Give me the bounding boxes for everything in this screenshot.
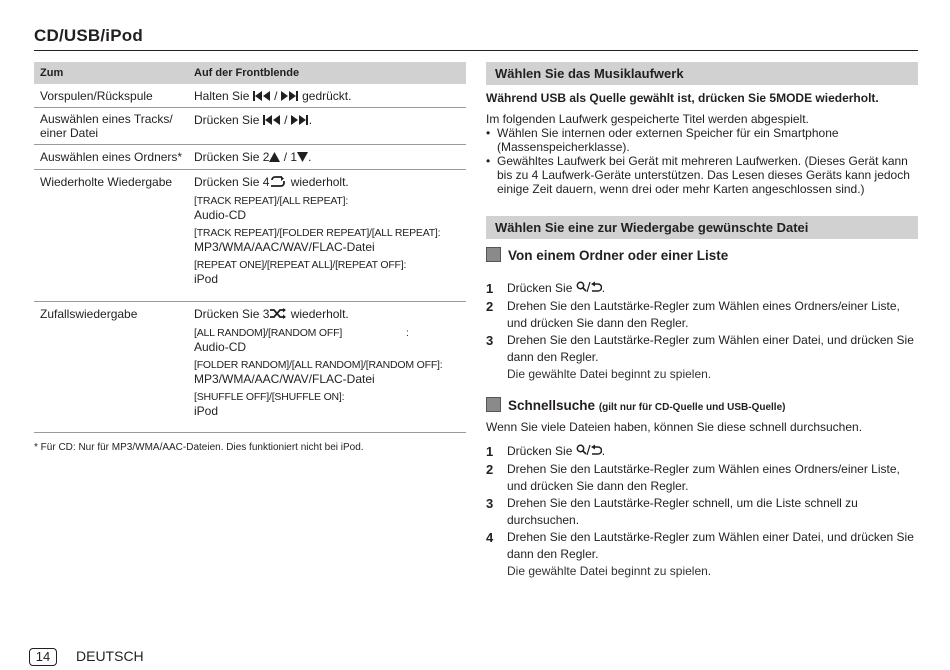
step-item: 2 Drehen Sie den Lautstärke-Regler zum Wählen eines Ordners/einer Liste, und drücken Sie dann den Regler.: [486, 462, 900, 493]
repeat-icon: [269, 176, 287, 190]
col-header-frontblende: Auf der Frontblende: [194, 67, 300, 79]
footnote: * Für CD: Nur für MP3/WMA/AAC-Dateien. Dies funktioniert nicht bei iPod.: [34, 442, 364, 453]
section-header-laufwerk: Wählen Sie das Musiklaufwerk: [486, 62, 918, 85]
square-icon: [486, 397, 501, 412]
option-value: iPod: [194, 404, 219, 418]
intro-schnellsuche: Wenn Sie viele Dateien haben, können Sie diese schnell durchsuchen.: [486, 420, 863, 434]
title-divider: [34, 50, 918, 51]
language-label: DEUTSCH: [76, 648, 144, 664]
skip-back-icon: [253, 90, 271, 104]
row-action: Drücken Sie / .: [194, 113, 313, 127]
skip-forward-icon: [291, 114, 309, 128]
option-value: iPod: [194, 272, 219, 286]
option-group: [194, 226, 464, 254]
step-item: 4 Drehen Sie den Lautstärke-Regler zum Wählen einer Datei, und drücken Sie dann den Regler.: [486, 530, 914, 561]
row-function: Auswählen eines Tracks/ einer Datei: [40, 112, 173, 140]
table-row: [34, 145, 466, 170]
option-label: [TRACK REPEAT]/[FOLDER REPEAT]/[ALL REPEAT]:: [194, 227, 441, 239]
step-item: 3 Drehen Sie den Lautstärke-Regler zum Wählen einer Datei, und drücken Sie dann den Regler.: [486, 333, 914, 364]
row-function: Vorspulen/Rückspule: [40, 89, 153, 103]
step-note: Die gewählte Datei beginnt zu spielen.: [507, 367, 712, 381]
row-function: Wiederholte Wiedergabe: [40, 175, 173, 189]
up-arrow-icon: [269, 151, 280, 165]
option-label: [ALL RANDOM]/[RANDOM OFF] :: [194, 327, 409, 339]
option-label: [FOLDER RANDOM]/[ALL RANDOM]/[RANDOM OFF]:: [194, 359, 443, 371]
step-item: 1 Drücken Sie .: [486, 281, 606, 296]
table-row: [34, 302, 466, 433]
col-header-zum: Zum: [40, 67, 64, 79]
option-label: [REPEAT ONE]/[REPEAT ALL]/[REPEAT OFF]:: [194, 259, 407, 271]
option-group: [194, 194, 464, 222]
option-group: [194, 358, 464, 386]
down-arrow-icon: [297, 151, 308, 165]
page-title: CD/USB/iPod: [34, 26, 143, 45]
subheading-schnellsuche: Schnellsuche (gilt nur für CD-Quelle und USB-Quelle): [486, 397, 785, 413]
square-icon: [486, 247, 501, 262]
step-note: Die gewählte Datei beginnt zu spielen.: [507, 564, 712, 578]
option-label: [SHUFFLE OFF]/[SHUFFLE ON]:: [194, 391, 345, 403]
option-value: Audio-CD: [194, 208, 247, 222]
intro-text: Im folgenden Laufwerk gespeicherte Titel werden abgespielt.: [486, 112, 809, 126]
table-row: [34, 170, 466, 302]
step-item: 2 Drehen Sie den Lautstärke-Regler zum Wählen eines Ordners/einer Liste, und drücken Sie dann den Regler.: [486, 299, 900, 330]
section-header-datei: Wählen Sie eine zur Wiedergabe gewünschte Datei: [486, 216, 918, 239]
page-number: 14: [29, 648, 57, 666]
row-action: Drücken Sie 3 wiederholt. [ALL RANDOM]/[RANDOM OFF] : Audio-CD [FOLDER RANDOM]/[ALL RANDOM]/[RANDOM OFF]: MP3/WMA/AAC/WAV/FLAC-Datei [SHUFFLE OFF]/[SHUFFLE ON]: iPod: [194, 307, 464, 418]
row-action: Halten Sie / gedrückt.: [194, 89, 352, 103]
row-function: Auswählen eines Ordners*: [40, 150, 183, 164]
option-group: [194, 390, 464, 418]
shuffle-icon: [269, 308, 287, 322]
table-row: [34, 84, 466, 108]
search-back-icon: [576, 281, 602, 298]
row-action: Drücken Sie 4 wiederholt. [TRACK REPEAT]/[ALL REPEAT]: Audio-CD [TRACK REPEAT]/[FOLDER REPEAT]/[ALL REPEAT]: MP3/WMA/AAC/WAV/FLAC-Datei [REPEAT ONE]/[REPEAT ALL]/[REPEAT OFF]: iPod: [194, 175, 464, 286]
option-group: [194, 258, 464, 286]
table-header: [34, 62, 466, 84]
function-table: [34, 62, 466, 433]
skip-back-icon: [263, 114, 281, 128]
option-label: [TRACK REPEAT]/[ALL REPEAT]:: [194, 195, 349, 207]
bullet-list: [486, 126, 918, 196]
row-action: Drücken Sie 2 / 1 .: [194, 150, 312, 164]
row-function: Zufallswiedergabe: [40, 307, 138, 321]
steps-ordner: [486, 280, 918, 383]
option-value: Audio-CD: [194, 340, 247, 354]
intro-bold: Während USB als Quelle gewählt ist, drücken Sie 5MODE wiederholt.: [486, 91, 879, 105]
subheading-ordner: Von einem Ordner oder einer Liste: [486, 247, 728, 263]
option-value: MP3/WMA/AAC/WAV/FLAC-Datei: [194, 240, 375, 254]
steps-schnellsuche: [486, 443, 918, 580]
step-item: 3 Drehen Sie den Lautstärke-Regler schnell, um die Liste schnell zu durchsuchen.: [486, 496, 858, 527]
step-item: 1 Drücken Sie .: [486, 444, 606, 459]
option-group: [194, 326, 464, 354]
bullet-item: • Gewähltes Laufwerk bei Gerät mit mehreren Laufwerken. (Dieses Gerät kann bis zu 4 Laufwerk-Geräte unterstützen. Das Lesen dieses Geräts kann jedoch einige Zeit dauern, wenn drei oder mehr Karten angeschlossen sind.): [486, 154, 918, 196]
bullet-item: • Wählen Sie internen oder externen Speicher für ein Smartphone (Massenspeicherklasse).: [486, 126, 918, 154]
skip-forward-icon: [281, 90, 299, 104]
option-value: MP3/WMA/AAC/WAV/FLAC-Datei: [194, 372, 375, 386]
search-back-icon: [576, 444, 602, 461]
table-row: [34, 108, 466, 145]
